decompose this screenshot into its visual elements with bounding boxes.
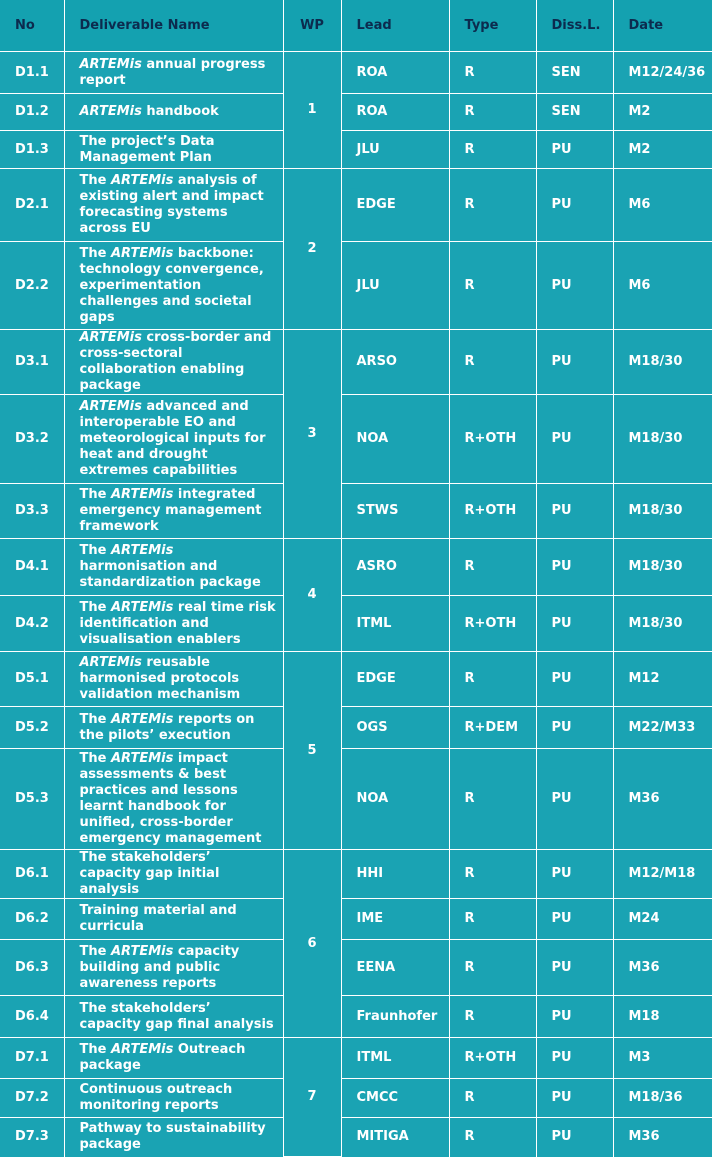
work-package: 6 <box>283 850 341 1038</box>
table-row <box>0 395 712 484</box>
header-lead: Lead <box>341 0 449 52</box>
deliverable-type: R+OTH <box>449 395 536 484</box>
deliverable-number: D3.3 <box>0 484 64 539</box>
lead-partner: ITML <box>341 1038 449 1079</box>
table-row <box>0 484 712 539</box>
lead-partner: JLU <box>341 131 449 169</box>
deliverable-type: R <box>449 749 536 850</box>
dissemination-level: PU <box>536 996 613 1038</box>
due-date: M2 <box>613 94 712 131</box>
deliverable-name <box>64 596 283 652</box>
dissemination-level: SEN <box>536 52 613 94</box>
due-date: M12 <box>613 652 712 707</box>
dissemination-level: PU <box>536 395 613 484</box>
table-row <box>0 330 712 395</box>
name-project-acronym: ARTEMis <box>79 330 142 345</box>
deliverable-number: D3.1 <box>0 330 64 395</box>
name-project-acronym: ARTEMis <box>110 1042 174 1057</box>
deliverable-type: R+OTH <box>449 1038 536 1079</box>
deliverable-type: R <box>449 652 536 707</box>
table-row <box>0 707 712 749</box>
due-date: M12/M18 <box>613 850 712 899</box>
due-date: M18/30 <box>613 596 712 652</box>
table-row <box>0 850 712 899</box>
deliverable-number: D7.3 <box>0 1118 64 1157</box>
dissemination-level: PU <box>536 484 613 539</box>
deliverable-number: D5.1 <box>0 652 64 707</box>
deliverable-name <box>64 484 283 539</box>
lead-partner: IME <box>341 899 449 940</box>
lead-partner: ROA <box>341 94 449 131</box>
deliverable-type: R <box>449 940 536 996</box>
work-package: 1 <box>283 52 341 169</box>
deliverable-number: D2.2 <box>0 242 64 330</box>
deliverable-type: R <box>449 539 536 596</box>
table-row <box>0 539 712 596</box>
name-suffix: real time risk identification and visualisation enablers <box>79 599 276 647</box>
dissemination-level: PU <box>536 1038 613 1079</box>
header-type: Type <box>449 0 536 52</box>
table-row <box>0 596 712 652</box>
deliverable-name <box>64 707 283 749</box>
deliverable-type: R <box>449 899 536 940</box>
name-project-acronym: ARTEMis <box>110 599 174 615</box>
deliverable-type: R <box>449 1118 536 1157</box>
dissemination-level: PU <box>536 596 613 652</box>
name-project-acronym: ARTEMis <box>110 487 174 502</box>
name-prefix: The stakeholders’ capacity gap final analysis <box>79 1000 274 1032</box>
dissemination-level: PU <box>536 940 613 996</box>
table-body <box>0 52 712 1157</box>
deliverable-type: R <box>449 52 536 94</box>
dissemination-level: PU <box>536 1118 613 1157</box>
table-row <box>0 94 712 131</box>
name-suffix: backbone: technology convergence, experimentation challenges and societal gaps <box>79 245 264 325</box>
deliverable-name <box>64 169 283 242</box>
table-row <box>0 940 712 996</box>
name-suffix: annual progress report <box>79 56 266 88</box>
deliverable-number: D6.1 <box>0 850 64 899</box>
name-project-acronym: ARTEMis <box>110 943 174 959</box>
name-suffix: reports on the pilots’ execution <box>79 711 255 743</box>
lead-partner: OGS <box>341 707 449 749</box>
name-suffix: capacity building and public awareness reports <box>79 943 240 991</box>
deliverable-name <box>64 899 283 940</box>
deliverable-name <box>64 52 283 94</box>
name-project-acronym: ARTEMis <box>110 751 174 766</box>
name-prefix: The project’s Data Management Plan <box>79 133 215 165</box>
due-date: M18/36 <box>613 1079 712 1118</box>
deliverable-name <box>64 850 283 899</box>
lead-partner: ITML <box>341 596 449 652</box>
deliverable-number: D1.3 <box>0 131 64 169</box>
name-prefix: The <box>79 711 111 727</box>
deliverable-type: R <box>449 131 536 169</box>
deliverable-number: D6.2 <box>0 899 64 940</box>
deliverable-name <box>64 1079 283 1118</box>
deliverable-number: D6.3 <box>0 940 64 996</box>
lead-partner: EDGE <box>341 169 449 242</box>
lead-partner: EDGE <box>341 652 449 707</box>
name-suffix: cross-border and cross-sectoral collaboration enabling package <box>79 330 272 393</box>
deliverable-number: D3.2 <box>0 395 64 484</box>
due-date: M12/24/36 <box>613 52 712 94</box>
lead-partner: CMCC <box>341 1079 449 1118</box>
deliverable-type: R <box>449 996 536 1038</box>
deliverable-type: R <box>449 169 536 242</box>
deliverable-name <box>64 652 283 707</box>
dissemination-level: PU <box>536 850 613 899</box>
work-package: 5 <box>283 652 341 850</box>
work-package: 7 <box>283 1038 341 1157</box>
lead-partner: ASRO <box>341 539 449 596</box>
due-date: M18 <box>613 996 712 1038</box>
deliverable-number: D6.4 <box>0 996 64 1038</box>
lead-partner: ROA <box>341 52 449 94</box>
deliverable-name <box>64 94 283 131</box>
dissemination-level: PU <box>536 169 613 242</box>
name-project-acronym: ARTEMis <box>110 543 174 558</box>
dissemination-level: PU <box>536 131 613 169</box>
name-project-acronym: ARTEMis <box>79 399 142 414</box>
lead-partner: HHI <box>341 850 449 899</box>
due-date: M3 <box>613 1038 712 1079</box>
deliverable-number: D5.3 <box>0 749 64 850</box>
lead-partner: ARSO <box>341 330 449 395</box>
due-date: M36 <box>613 749 712 850</box>
name-project-acronym: ARTEMis <box>110 711 174 727</box>
name-suffix: impact assessments & best practices and lessons learnt handbook for unified, cross-border emergency management <box>79 751 262 846</box>
due-date: M18/30 <box>613 395 712 484</box>
name-prefix: The <box>79 599 111 615</box>
header-no: No <box>0 0 64 52</box>
deliverable-type: R <box>449 94 536 131</box>
name-project-acronym: ARTEMis <box>79 655 142 670</box>
deliverable-type: R <box>449 850 536 899</box>
deliverable-number: D4.2 <box>0 596 64 652</box>
deliverable-name <box>64 539 283 596</box>
name-project-acronym: ARTEMis <box>79 104 142 119</box>
name-prefix: The <box>79 943 111 959</box>
name-prefix: The stakeholders’ capacity gap initial analysis <box>79 850 220 897</box>
dissemination-level: PU <box>536 707 613 749</box>
lead-partner: Fraunhofer <box>341 996 449 1038</box>
deliverable-name <box>64 996 283 1038</box>
deliverable-name <box>64 131 283 169</box>
dissemination-level: PU <box>536 242 613 330</box>
deliverable-number: D1.1 <box>0 52 64 94</box>
name-prefix: The <box>79 543 111 558</box>
table-row <box>0 131 712 169</box>
deliverable-number: D7.1 <box>0 1038 64 1079</box>
name-project-acronym: ARTEMis <box>79 56 142 72</box>
name-prefix: The <box>79 751 111 766</box>
name-suffix: analysis of existing alert and impact forecasting systems across EU <box>79 173 264 236</box>
deliverable-name <box>64 330 283 395</box>
name-prefix: The <box>79 245 111 261</box>
work-package: 4 <box>283 539 341 652</box>
lead-partner: NOA <box>341 395 449 484</box>
due-date: M36 <box>613 1118 712 1157</box>
deliverable-number: D2.1 <box>0 169 64 242</box>
name-suffix: reusable harmonised protocols validation mechanism <box>79 655 241 702</box>
table-row <box>0 1118 712 1157</box>
due-date: M2 <box>613 131 712 169</box>
name-suffix: Outreach package <box>79 1042 246 1073</box>
dissemination-level: PU <box>536 652 613 707</box>
table-row <box>0 749 712 850</box>
lead-partner: EENA <box>341 940 449 996</box>
dissemination-level: SEN <box>536 94 613 131</box>
deliverable-type: R <box>449 242 536 330</box>
deliverable-number: D7.2 <box>0 1079 64 1118</box>
deliverable-name <box>64 1118 283 1157</box>
due-date: M6 <box>613 169 712 242</box>
due-date: M6 <box>613 242 712 330</box>
table-row <box>0 169 712 242</box>
dissemination-level: PU <box>536 749 613 850</box>
lead-partner: STWS <box>341 484 449 539</box>
table-row <box>0 242 712 330</box>
header-wp: WP <box>283 0 341 52</box>
table-row <box>0 899 712 940</box>
work-package: 2 <box>283 169 341 330</box>
table-header-row <box>0 0 712 52</box>
due-date: M18/30 <box>613 330 712 395</box>
dissemination-level: PU <box>536 539 613 596</box>
due-date: M22/M33 <box>613 707 712 749</box>
name-suffix: handbook <box>141 104 219 119</box>
header-diss-level: Diss.L. <box>536 0 613 52</box>
deliverable-name <box>64 1038 283 1079</box>
name-suffix: harmonisation and standardization package <box>79 559 261 590</box>
name-prefix: Training material and curricula <box>79 903 237 934</box>
table-row <box>0 652 712 707</box>
deliverable-number: D1.2 <box>0 94 64 131</box>
header-date: Date <box>613 0 712 52</box>
dissemination-level: PU <box>536 1079 613 1118</box>
deliverable-type: R+OTH <box>449 596 536 652</box>
due-date: M24 <box>613 899 712 940</box>
name-project-acronym: ARTEMis <box>110 245 174 261</box>
name-prefix: Pathway to sustainability package <box>79 1121 266 1153</box>
name-project-acronym: ARTEMis <box>110 173 174 188</box>
lead-partner: MITIGA <box>341 1118 449 1157</box>
name-prefix: The <box>79 1042 111 1057</box>
due-date: M36 <box>613 940 712 996</box>
deliverable-name <box>64 395 283 484</box>
deliverable-number: D4.1 <box>0 539 64 596</box>
name-suffix: integrated emergency management framework <box>79 487 262 534</box>
deliverable-type: R <box>449 330 536 395</box>
lead-partner: NOA <box>341 749 449 850</box>
header-deliverable-name: Deliverable Name <box>64 0 283 52</box>
table-row <box>0 52 712 94</box>
lead-partner: JLU <box>341 242 449 330</box>
deliverable-type: R <box>449 1079 536 1118</box>
deliverable-type: R+OTH <box>449 484 536 539</box>
work-package: 3 <box>283 330 341 539</box>
deliverable-number: D5.2 <box>0 707 64 749</box>
deliverable-name <box>64 749 283 850</box>
dissemination-level: PU <box>536 899 613 940</box>
table-row <box>0 1079 712 1118</box>
name-prefix: The <box>79 173 111 188</box>
table-row <box>0 1038 712 1079</box>
due-date: M18/30 <box>613 539 712 596</box>
name-prefix: The <box>79 487 111 502</box>
due-date: M18/30 <box>613 484 712 539</box>
name-suffix: advanced and interoperable EO and meteorological inputs for heat and drought extremes capabilities <box>79 399 266 478</box>
deliverable-type: R+DEM <box>449 707 536 749</box>
dissemination-level: PU <box>536 330 613 395</box>
deliverable-name <box>64 242 283 330</box>
deliverable-name <box>64 940 283 996</box>
name-prefix: Continuous outreach monitoring reports <box>79 1082 233 1113</box>
table-row <box>0 996 712 1038</box>
